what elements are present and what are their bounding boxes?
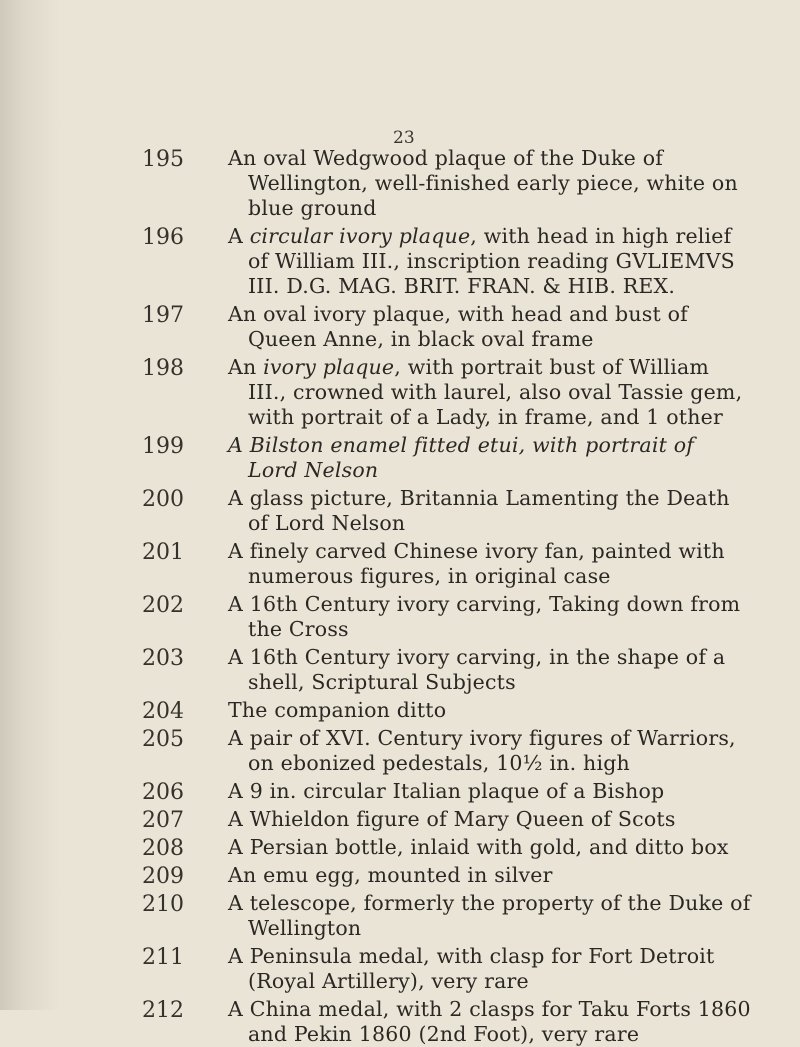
- lot-description: [228, 355, 784, 430]
- lot-description: [228, 698, 784, 723]
- lot-line: with portrait of a Lady, in frame, and 1 other: [248, 405, 723, 429]
- lot-line: on ebonized pedestals, 10½ in. high: [248, 751, 630, 775]
- lot-number: 203: [142, 646, 184, 671]
- lot-number: 204: [142, 699, 184, 724]
- lot-line: Wellington: [248, 916, 362, 940]
- lot-line: of William III., inscription reading GVLIEMVS: [248, 249, 735, 273]
- lot-number: 212: [142, 998, 184, 1023]
- lot-number: 199: [142, 434, 184, 459]
- lot-line: A pair of XVI. Century ivory figures of Warriors,: [228, 726, 736, 750]
- lot-line: (Royal Artillery), very rare: [248, 969, 529, 993]
- lot-line: A Persian bottle, inlaid with gold, and ditto box: [228, 835, 729, 859]
- lot-line: numerous figures, in original case: [248, 564, 611, 588]
- lot-line: blue ground: [248, 196, 377, 220]
- lot-line: A finely carved Chinese ivory fan, painted with: [228, 539, 725, 563]
- lot-line: of Lord Nelson: [248, 511, 406, 535]
- lot-description: [228, 835, 784, 860]
- lot-line: III. D.G. MAG. BRIT. FRAN. & HIB. REX.: [248, 274, 676, 298]
- lot-line: A circular ivory plaque, with head in high relief: [228, 224, 732, 248]
- lot-number: 202: [142, 593, 184, 618]
- lot-line: Wellington, well-finished early piece, white on: [248, 171, 738, 195]
- lot-number: 210: [142, 892, 184, 917]
- lot-description: [228, 726, 784, 776]
- lot-line: A 16th Century ivory carving, in the shape of a: [228, 645, 726, 669]
- lot-description: [228, 302, 784, 352]
- lot-number: 200: [142, 487, 184, 512]
- lot-line: An oval ivory plaque, with head and bust of: [228, 302, 688, 326]
- lot-line: An ivory plaque, with portrait bust of William: [228, 355, 710, 379]
- lot-number: 209: [142, 864, 184, 889]
- lot-line: the Cross: [248, 617, 349, 641]
- lot-line: An emu egg, mounted in silver: [228, 863, 553, 887]
- lot-line: shell, Scriptural Subjects: [248, 670, 516, 694]
- lot-number: 196: [142, 225, 184, 250]
- lot-line: An oval Wedgwood plaque of the Duke of: [228, 146, 664, 170]
- lot-line: The companion ditto: [228, 698, 447, 722]
- lot-description: [228, 891, 784, 941]
- lot-description: [228, 146, 784, 221]
- lot-number: 198: [142, 356, 184, 381]
- lot-line: Lord Nelson: [248, 458, 379, 482]
- lot-number: 207: [142, 808, 184, 833]
- lot-description: [228, 779, 784, 804]
- lot-number: 195: [142, 147, 184, 172]
- lot-number: 208: [142, 836, 184, 861]
- lot-description: [228, 807, 784, 832]
- lot-description: [228, 433, 784, 483]
- lot-line: III., crowned with laurel, also oval Tassie gem,: [248, 380, 743, 404]
- lot-description: [228, 486, 784, 536]
- lot-line: A Whieldon figure of Mary Queen of Scots: [228, 807, 676, 831]
- lot-line: A China medal, with 2 clasps for Taku Forts 1860: [228, 997, 751, 1021]
- lot-number: 205: [142, 727, 184, 752]
- lot-number: 211: [142, 945, 184, 970]
- lot-line: A glass picture, Britannia Lamenting the Death: [228, 486, 730, 510]
- page-number: 23: [393, 128, 415, 148]
- lot-number: 201: [142, 540, 184, 565]
- lot-number: 206: [142, 780, 184, 805]
- lot-description: [228, 592, 784, 642]
- lot-line: Queen Anne, in black oval frame: [248, 327, 594, 351]
- page-edge-shadow: [0, 0, 60, 1010]
- lot-description: [228, 944, 784, 994]
- lot-description: [228, 997, 784, 1047]
- lot-description: [228, 863, 784, 888]
- lot-line: A 16th Century ivory carving, Taking down from: [228, 592, 741, 616]
- lot-line: A telescope, formerly the property of the Duke of: [228, 891, 751, 915]
- lot-description: [228, 645, 784, 695]
- lot-description: [228, 224, 784, 299]
- lot-description: [228, 539, 784, 589]
- lot-line: A Bilston enamel fitted etui, with portrait of: [228, 433, 695, 457]
- lot-line: and Pekin 1860 (2nd Foot), very rare: [248, 1022, 640, 1046]
- lot-line: A Peninsula medal, with clasp for Fort Detroit: [228, 944, 715, 968]
- lot-number: 197: [142, 303, 184, 328]
- lot-line: A 9 in. circular Italian plaque of a Bishop: [228, 779, 665, 803]
